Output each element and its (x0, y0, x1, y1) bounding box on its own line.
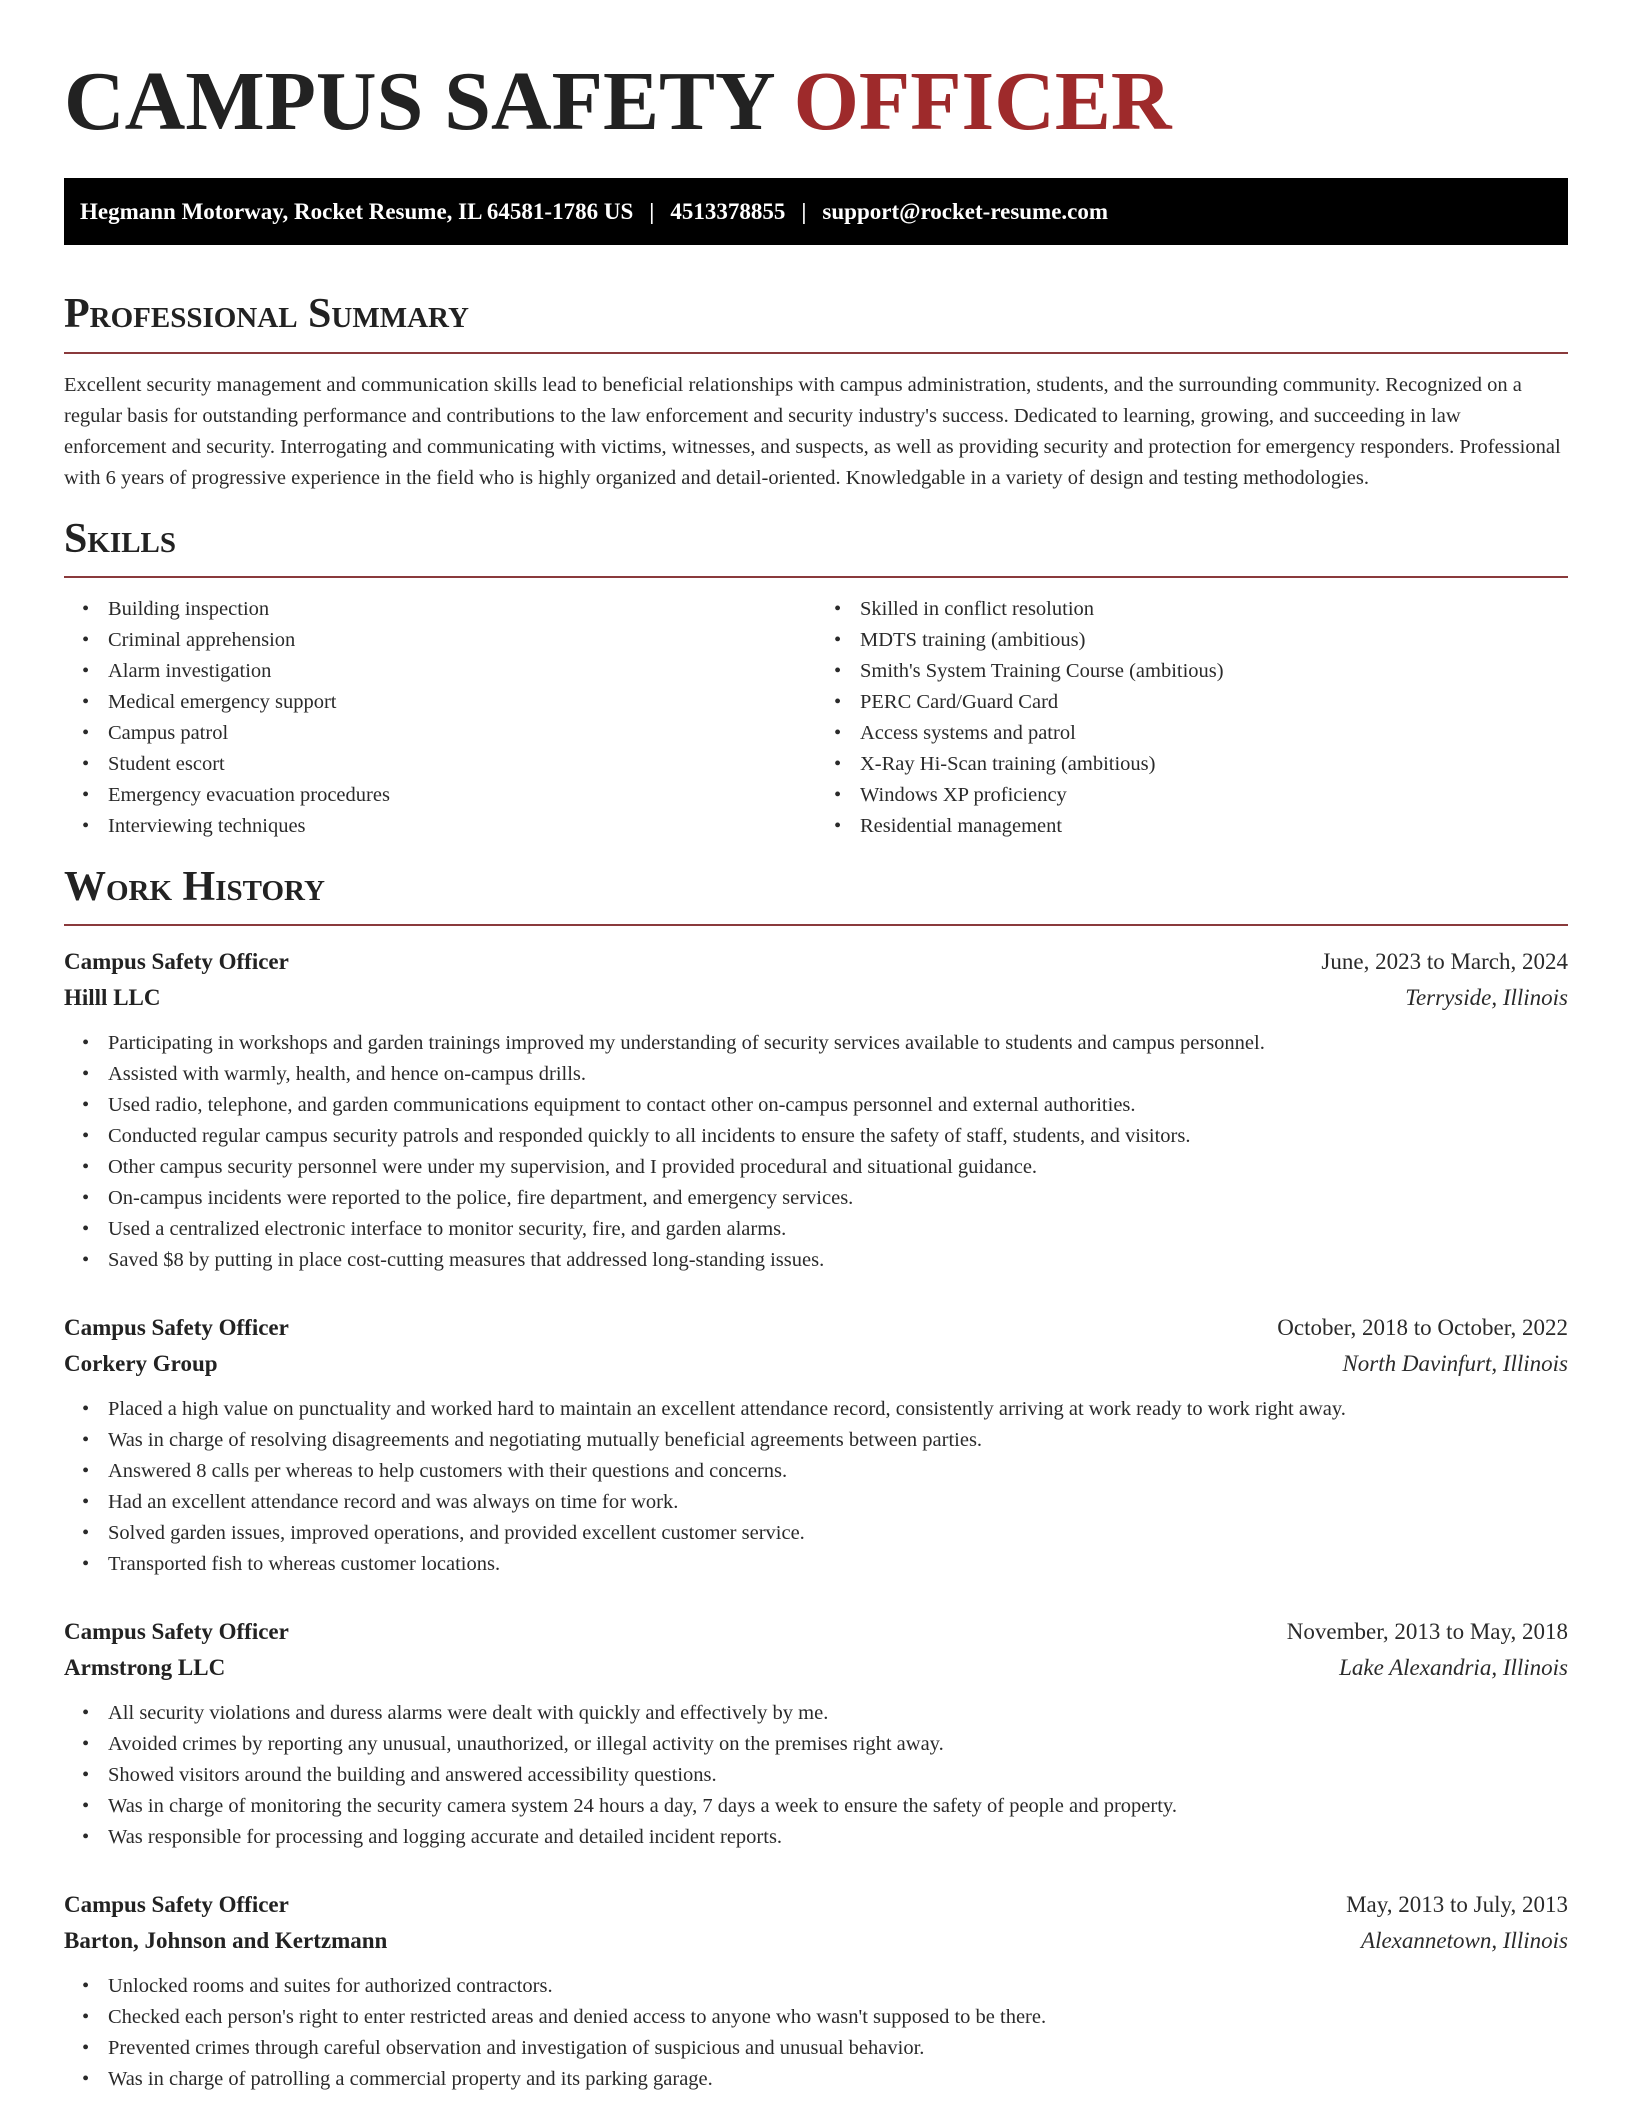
summary-section (64, 291, 1568, 493)
title-main: CAMPUS SAFETY (64, 55, 773, 148)
job-header-row (64, 1887, 1568, 1923)
contact-phone: 4513378855 (670, 198, 786, 224)
job-bullet: • Placed a high value on punctuality and worked hard to maintain an excellent attendance record, consistently arriving at work ready to work right away. (108, 1394, 1568, 1425)
skill-item: • X-Ray Hi-Scan training (ambitious) (860, 749, 1568, 780)
job-entry (64, 1614, 1568, 1853)
job-title: Campus Safety Officer (64, 948, 289, 974)
job-company-row (64, 980, 1568, 1016)
job-bullet: • Had an excellent attendance record and was always on time for work. (108, 1487, 1568, 1518)
job-bullet: • On-campus incidents were reported to the police, fire department, and emergency services. (108, 1183, 1568, 1214)
job-bullet: • Solved garden issues, improved operations, and provided excellent customer service. (108, 1518, 1568, 1549)
job-bullet: • Conducted regular campus security patrols and responded quickly to all incidents to ensure the safety of staff, students, and visitors. (108, 1121, 1568, 1152)
skill-item: • Skilled in conflict resolution (860, 594, 1568, 625)
job-company: Armstrong LLC (64, 1654, 226, 1680)
job-location: North Davinfurt, Illinois (1342, 1350, 1568, 1376)
section-divider (64, 352, 1568, 354)
job-entry (64, 1887, 1568, 2095)
job-company-row (64, 1923, 1568, 1959)
job-header-row (64, 944, 1568, 980)
skills-section (64, 516, 1568, 842)
job-entry (64, 1310, 1568, 1580)
job-title: Campus Safety Officer (64, 1314, 289, 1340)
job-company-row (64, 1650, 1568, 1686)
job-bullets (64, 1971, 1568, 2095)
skill-item: • Medical emergency support (108, 687, 816, 718)
job-company-row (64, 1346, 1568, 1382)
job-bullets (64, 1028, 1568, 1276)
work-history-heading: Work History (64, 863, 325, 910)
skills-grid (64, 594, 1568, 842)
skills-left-column (64, 594, 816, 842)
job-bullet: • Checked each person's right to enter restricted areas and denied access to anyone who wasn't supposed to be there. (108, 2002, 1568, 2033)
job-bullets (64, 1394, 1568, 1580)
job-bullet: • Answered 8 calls per whereas to help customers with their questions and concerns. (108, 1456, 1568, 1487)
job-bullet: • Used radio, telephone, and garden communications equipment to contact other on-campus personnel and external authorities. (108, 1090, 1568, 1121)
job-header-row (64, 1614, 1568, 1650)
contact-bar (64, 178, 1568, 245)
skill-item: • Building inspection (108, 594, 816, 625)
skills-right-column (816, 594, 1568, 842)
job-location: Lake Alexandria, Illinois (1339, 1654, 1568, 1680)
job-bullet: • Other campus security personnel were under my supervision, and I provided procedural and situational guidance. (108, 1152, 1568, 1183)
contact-separator: | (801, 198, 807, 224)
skill-item: • Access systems and patrol (860, 718, 1568, 749)
section-divider (64, 576, 1568, 578)
work-history-section (64, 864, 1568, 2095)
job-bullet: • Avoided crimes by reporting any unusual, unauthorized, or illegal activity on the premises right away. (108, 1729, 1568, 1760)
skill-item: • Campus patrol (108, 718, 816, 749)
job-bullet: • Participating in workshops and garden trainings improved my understanding of security services available to students and campus personnel. (108, 1028, 1568, 1059)
job-location: Alexannetown, Illinois (1361, 1927, 1568, 1953)
job-bullet: • Saved $8 by putting in place cost-cutting measures that addressed long-standing issues. (108, 1245, 1568, 1276)
job-bullet: • Transported fish to whereas customer locations. (108, 1549, 1568, 1580)
job-bullet: • Was in charge of monitoring the security camera system 24 hours a day, 7 days a week to ensure the safety of people and property. (108, 1791, 1568, 1822)
section-divider (64, 924, 1568, 926)
skill-item: • Alarm investigation (108, 656, 816, 687)
job-company: Hilll LLC (64, 984, 161, 1010)
skill-item: • Windows XP proficiency (860, 780, 1568, 811)
skill-item: • Smith's System Training Course (ambitious) (860, 656, 1568, 687)
job-bullet: • Assisted with warmly, health, and hence on-campus drills. (108, 1059, 1568, 1090)
job-company: Corkery Group (64, 1350, 218, 1376)
skills-heading: Skills (64, 515, 177, 562)
job-bullet: • Unlocked rooms and suites for authorized contractors. (108, 1971, 1568, 2002)
skill-item: • Criminal apprehension (108, 625, 816, 656)
job-title: Campus Safety Officer (64, 1891, 289, 1917)
job-bullets (64, 1698, 1568, 1853)
job-dates: November, 2013 to May, 2018 (1286, 1618, 1568, 1644)
skill-item: • Interviewing techniques (108, 811, 816, 842)
job-location: Terryside, Illinois (1405, 984, 1568, 1010)
skill-item: • MDTS training (ambitious) (860, 625, 1568, 656)
job-bullet: • Used a centralized electronic interface to monitor security, fire, and garden alarms. (108, 1214, 1568, 1245)
job-bullet: • Showed visitors around the building and answered accessibility questions. (108, 1760, 1568, 1791)
job-dates: May, 2013 to July, 2013 (1346, 1891, 1568, 1917)
skill-item: • Student escort (108, 749, 816, 780)
job-bullet: • Prevented crimes through careful observation and investigation of suspicious and unusual behavior. (108, 2033, 1568, 2064)
skill-item: • PERC Card/Guard Card (860, 687, 1568, 718)
contact-email: support@rocket-resume.com (822, 198, 1109, 224)
contact-address: Hegmann Motorway, Rocket Resume, IL 64581-1786 US (80, 198, 634, 224)
job-bullet: • Was in charge of patrolling a commercial property and its parking garage. (108, 2064, 1568, 2095)
job-bullet: • All security violations and duress alarms were dealt with quickly and effectively by me. (108, 1698, 1568, 1729)
job-dates: October, 2018 to October, 2022 (1277, 1314, 1568, 1340)
job-dates: June, 2023 to March, 2024 (1321, 948, 1568, 974)
skill-item: • Residential management (860, 811, 1568, 842)
job-header-row (64, 1310, 1568, 1346)
job-company: Barton, Johnson and Kertzmann (64, 1927, 388, 1953)
skill-item: • Emergency evacuation procedures (108, 780, 816, 811)
summary-text: Excellent security management and communication skills lead to beneficial relationships with campus administration, students, and the surrounding community. Recognized on a regular basis for outstanding performance and contributions to the law enforcement and security industry's success. Dedicated to learning, growing, and succeeding in law enforcement and security. Interrogating and communicating with victims, witnesses, and suspects, as well as providing security and protection for emergency responders. Professional with 6 years of progressive experience in the field who is highly organized and detail-oriented. Knowledgable in a variety of design and testing methodologies. (64, 373, 1561, 489)
summary-heading: Professional Summary (64, 291, 469, 338)
job-bullet: • Was in charge of resolving disagreements and negotiating mutually beneficial agreements between parties. (108, 1425, 1568, 1456)
job-bullet: • Was responsible for processing and logging accurate and detailed incident reports. (108, 1822, 1568, 1853)
job-title: Campus Safety Officer (64, 1618, 289, 1644)
contact-separator: | (649, 198, 655, 224)
job-entry (64, 944, 1568, 1276)
resume-title (64, 56, 1568, 148)
title-accent: OFFICER (793, 55, 1172, 148)
